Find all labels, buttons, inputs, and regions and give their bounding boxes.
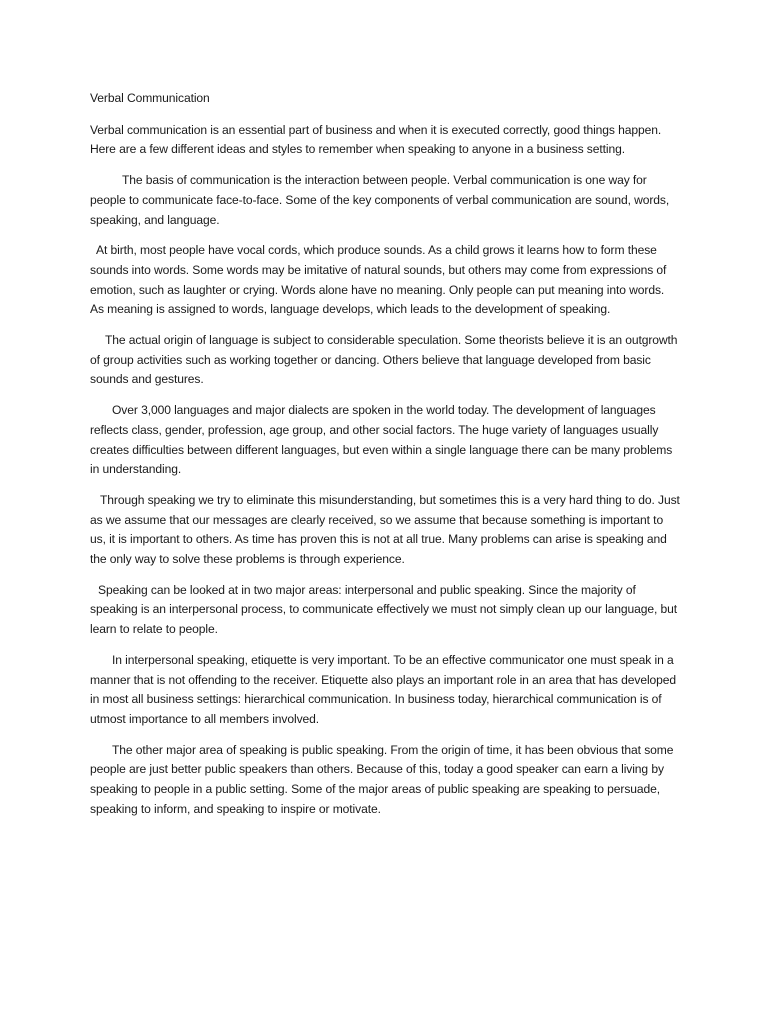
paragraph-misunderstanding: Through speaking we try to eliminate this misunderstanding, but sometimes this is a very hard thing to do. Just as we assume that our messages are clearly received, so we assume that because something is important to us, it is important to others. As time has proven this is not at all true. Many problems can arise is speaking and the only way to solve these problems is through experience. <box>90 492 680 567</box>
paragraph-birth: At birth, most people have vocal cords, which produce sounds. As a child grows it learns how to form these sounds into words. Some words may be imitative of natural sounds, but others may come from expressions of emotion, such as laughter or crying. Words alone have no meaning. Only people can put meaning into words. As meaning is assigned to words, language develops, which leads to the development of speaking. <box>90 243 667 317</box>
paragraph-interpersonal: In interpersonal speaking, etiquette is very important. To be an effective communicator one must speak in a manner that is not offending to the receiver. Etiquette also plays an important role in an area that has developed in most all business settings: hierarchical communication. In business today, hierarchical communication is of utmost importance to all members involved. <box>90 652 677 726</box>
paragraph-origin: The actual origin of language is subject to considerable speculation. Some theorists believe it is an outgrowth of group activities such as working together or dancing. Others believe that language developed from basic sounds and gestures. <box>90 333 678 387</box>
document-body <box>90 89 680 831</box>
document-title: Verbal Communication <box>90 91 210 105</box>
paragraph-intro: Verbal communication is an essential part of business and when it is executed correctly, good things happen. Here are a few different ideas and styles to remember when speaking to anyone in a business setting. <box>90 122 662 157</box>
paragraph-public-speaking: The other major area of speaking is public speaking. From the origin of time, it has been obvious that some people are just better public speakers than others. Because of this, today a good speaker can earn a living by speaking to people in a public setting. Some of the major areas of public speaking are speaking to persuade, speaking to inform, and speaking to inspire or motivate. <box>90 742 674 816</box>
paragraph-languages: Over 3,000 languages and major dialects are spoken in the world today. The development of languages reflects class, gender, profession, age group, and other social factors. The huge variety of languages usually creates difficulties between different languages, but even within a single language there can be many problems in understanding. <box>90 403 673 477</box>
paragraph-basis: The basis of communication is the interaction between people. Verbal communication is one way for people to communicate face-to-face. Some of the key components of verbal communication are sound, words, speaking, and language. <box>90 173 670 227</box>
paragraph-two-areas: Speaking can be looked at in two major areas: interpersonal and public speaking. Since the majority of speaking is an interpersonal process, to communicate effectively we must not simply clean up our language, but learn to relate to people. <box>90 582 678 637</box>
